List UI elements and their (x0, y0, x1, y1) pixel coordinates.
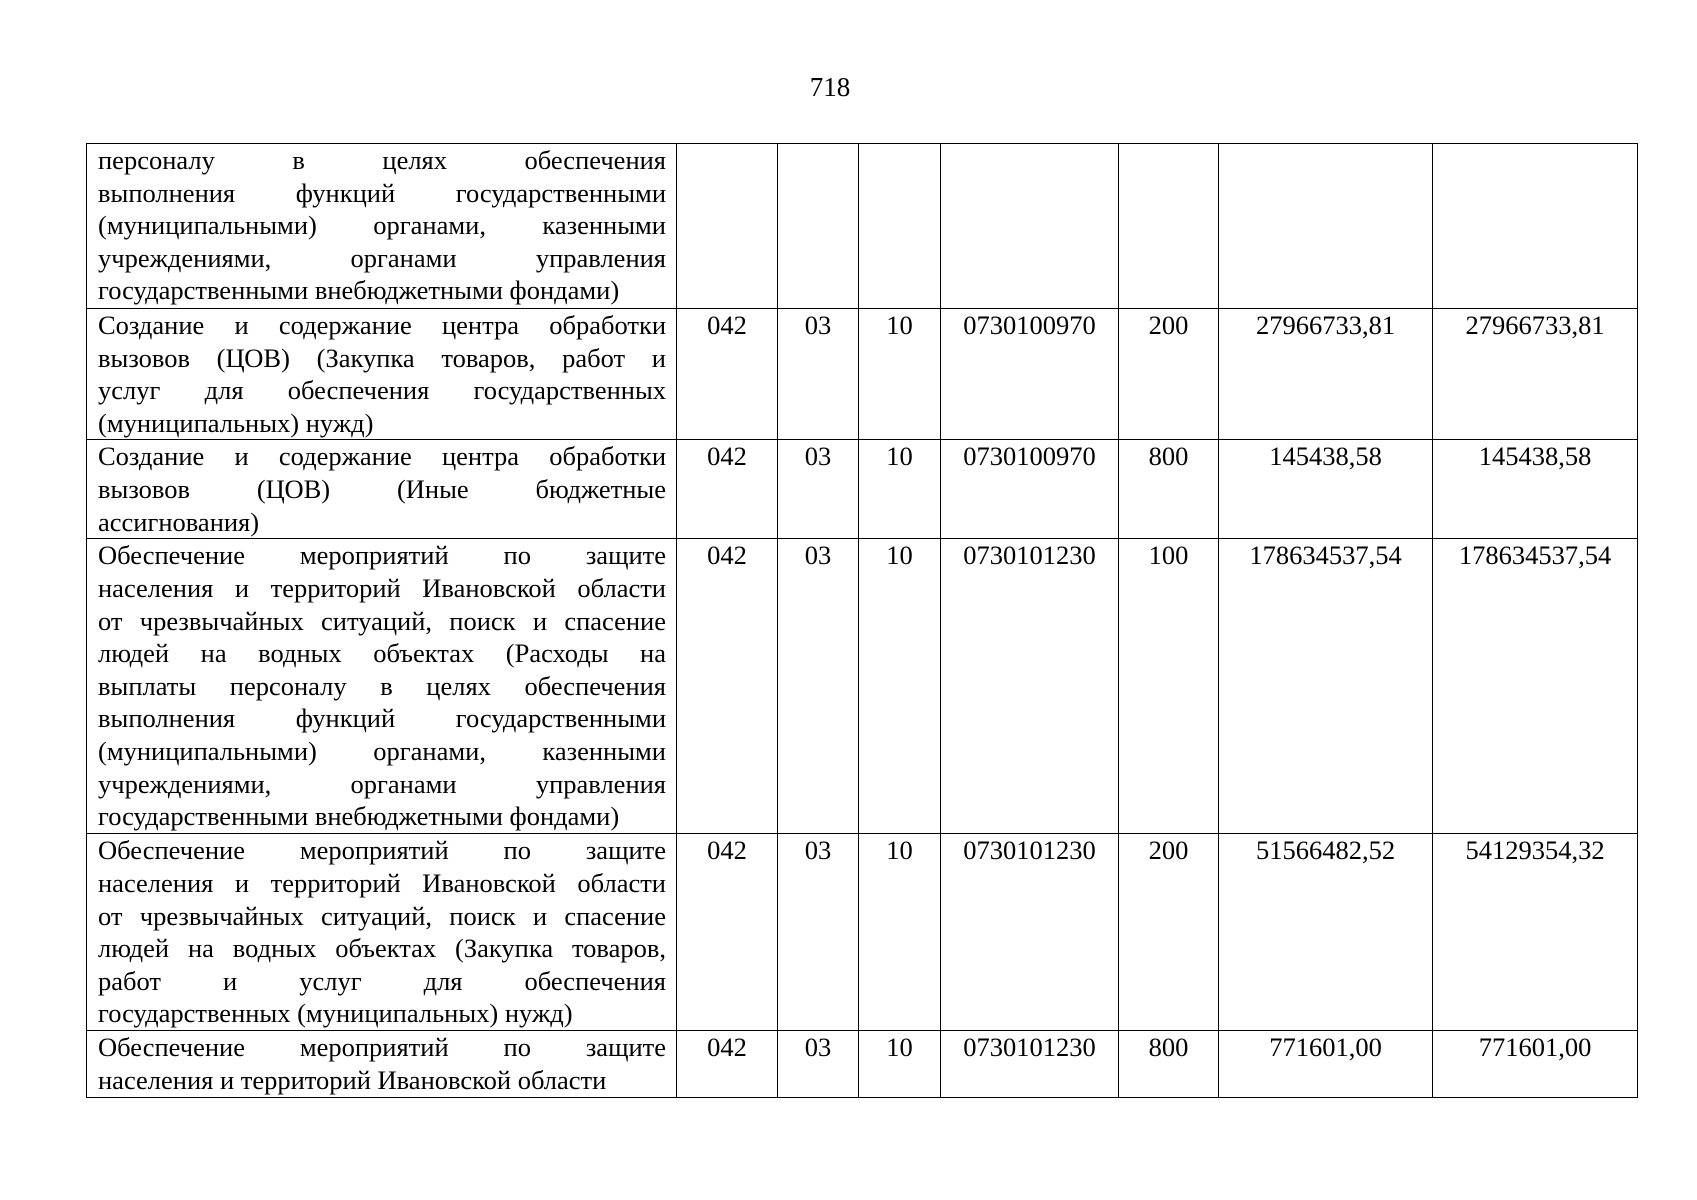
sum-year-2 (1433, 144, 1638, 309)
expense-type-code: 200 (1119, 309, 1219, 440)
target-code: 0730101230 (941, 834, 1119, 1031)
table-row (87, 539, 1638, 834)
section-code: 03 (778, 1031, 859, 1098)
expense-type-code: 200 (1119, 834, 1219, 1031)
target-code: 0730101230 (941, 539, 1119, 834)
table-row (87, 1031, 1638, 1098)
description-line: учреждениями, органами управления (98, 242, 666, 273)
description-line: вызовов (ЦОВ) (Закупка товаров, работ и (98, 342, 666, 373)
target-code (941, 144, 1119, 309)
description-line: от чрезвычайных ситуаций, поиск и спасение (98, 605, 666, 636)
sum-year-1: 771601,00 (1219, 1031, 1433, 1098)
table-row (87, 834, 1638, 1031)
sum-year-2: 54129354,32 (1433, 834, 1638, 1031)
table-row (87, 144, 1638, 309)
expense-description (87, 440, 677, 539)
section-code: 03 (778, 539, 859, 834)
page-number: 718 (809, 72, 851, 102)
table-body (87, 144, 1638, 1098)
section-code: 03 (778, 309, 859, 440)
description-line: услуг для обеспечения государственных (98, 375, 666, 406)
description-line: государственными внебюджетными фондами) (98, 275, 620, 306)
expense-description (87, 309, 677, 440)
description-line: (муниципальных) нужд) (98, 407, 374, 438)
subsection-code: 10 (859, 539, 941, 834)
section-code: 03 (778, 440, 859, 539)
ministry-code: 042 (677, 309, 778, 440)
subsection-code: 10 (859, 309, 941, 440)
description-line: выполнения функций государственными (98, 177, 666, 208)
expense-description (87, 539, 677, 834)
sum-year-1: 178634537,54 (1219, 539, 1433, 834)
expense-type-code: 100 (1119, 539, 1219, 834)
description-line: вызовов (ЦОВ) (Иные бюджетные (98, 473, 666, 504)
description-line: (муниципальными) органами, казенными (98, 735, 666, 766)
ministry-code: 042 (677, 834, 778, 1031)
expense-type-code (1119, 144, 1219, 309)
description-line: Создание и содержание центра обработки (98, 441, 666, 472)
description-line: населения и территорий Ивановской области (98, 867, 666, 898)
description-line: людей на водных объектах (Закупка товаров, (98, 933, 666, 964)
subsection-code (859, 144, 941, 309)
description-line: выполнения функций государственными (98, 703, 666, 734)
sum-year-1: 27966733,81 (1219, 309, 1433, 440)
description-line: выплаты персоналу в целях обеспечения (98, 670, 666, 701)
description-line: Обеспечение мероприятий по защите (98, 540, 666, 571)
sum-year-2: 771601,00 (1433, 1031, 1638, 1098)
ministry-code (677, 144, 778, 309)
sum-year-1 (1219, 144, 1433, 309)
description-line: Обеспечение мероприятий по защите (98, 1032, 666, 1063)
ministry-code: 042 (677, 440, 778, 539)
expense-description (87, 1031, 677, 1098)
expense-description (87, 834, 677, 1031)
description-line: учреждениями, органами управления (98, 768, 666, 799)
sum-year-2: 178634537,54 (1433, 539, 1638, 834)
expense-type-code: 800 (1119, 1031, 1219, 1098)
expense-type-code: 800 (1119, 440, 1219, 539)
description-line: Обеспечение мероприятий по защите (98, 835, 666, 866)
table-row (87, 440, 1638, 539)
description-line: населения и территорий Ивановской области (98, 1064, 607, 1095)
section-code (778, 144, 859, 309)
description-line: людей на водных объектах (Расходы на (98, 638, 666, 669)
subsection-code: 10 (859, 1031, 941, 1098)
description-line: населения и территорий Ивановской области (98, 572, 666, 603)
subsection-code: 10 (859, 440, 941, 539)
sum-year-1: 145438,58 (1219, 440, 1433, 539)
description-line: государственных (муниципальных) нужд) (98, 998, 573, 1029)
target-code: 0730101230 (941, 1031, 1119, 1098)
expense-description (87, 144, 677, 309)
subsection-code: 10 (859, 834, 941, 1031)
description-line: Создание и содержание центра обработки (98, 310, 666, 340)
section-code: 03 (778, 834, 859, 1031)
ministry-code: 042 (677, 539, 778, 834)
ministry-code: 042 (677, 1031, 778, 1098)
description-line: ассигнования) (98, 506, 260, 537)
description-line: (муниципальными) органами, казенными (98, 210, 666, 241)
sum-year-2: 145438,58 (1433, 440, 1638, 539)
target-code: 0730100970 (941, 440, 1119, 539)
sum-year-2: 27966733,81 (1433, 309, 1638, 440)
description-line: от чрезвычайных ситуаций, поиск и спасение (98, 900, 666, 931)
description-line: государственными внебюджетными фондами) (98, 801, 620, 832)
description-line: работ и услуг для обеспечения (98, 965, 666, 996)
budget-table (86, 143, 1638, 1098)
description-line: персоналу в целях обеспечения (98, 145, 666, 175)
table-row (87, 309, 1638, 440)
sum-year-1: 51566482,52 (1219, 834, 1433, 1031)
target-code: 0730100970 (941, 309, 1119, 440)
